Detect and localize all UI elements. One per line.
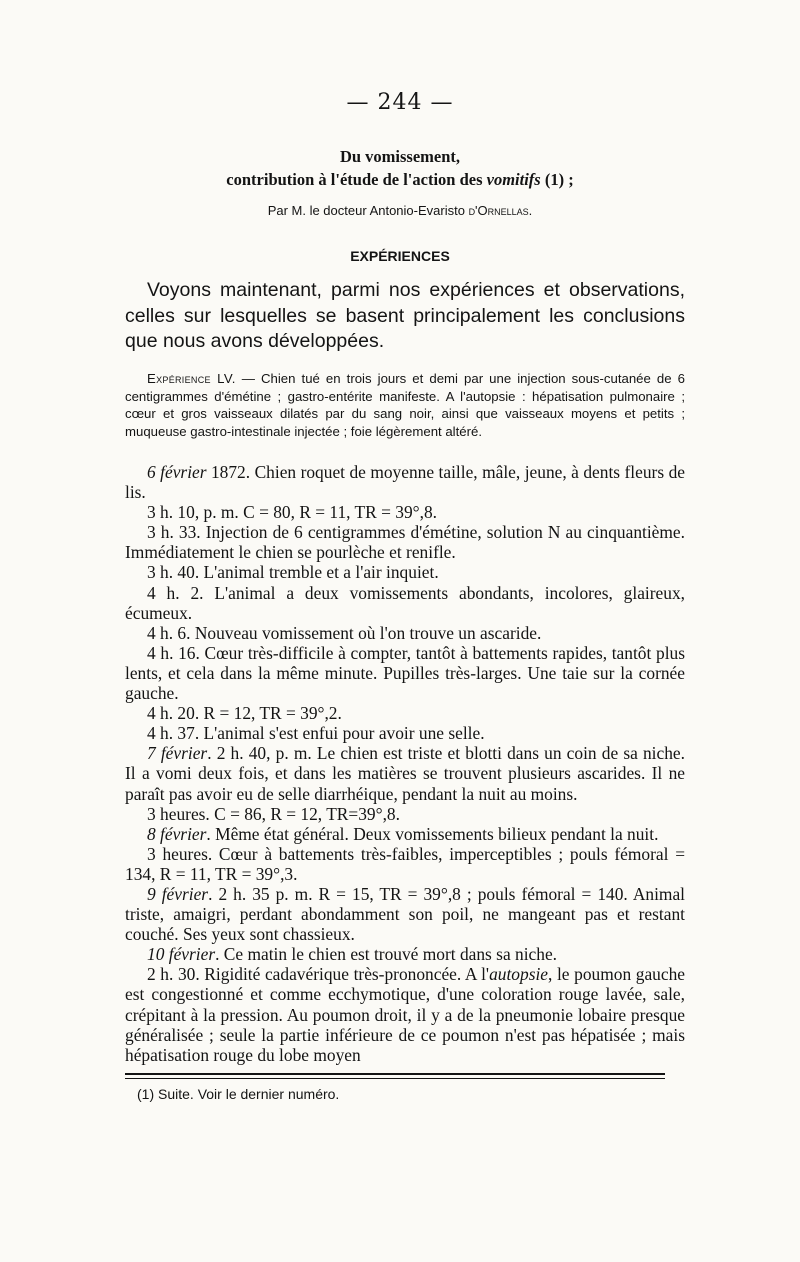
summary-paragraph: [125, 370, 685, 440]
entry-date: 7 février: [147, 743, 208, 764]
footnote-rule: [125, 1073, 665, 1079]
entry-text: 3 h. 40. L'animal tremble et a l'air inquiet.: [147, 562, 439, 583]
entry-text: 3 heures. C = 86, R = 12, TR=39°,8.: [147, 803, 400, 824]
autopsy-text-after: , le poumon gauche est congestionné et comme ecchymotique, d'une coloration rouge lavée, sale, crépitant à la pression. Au poumon droit, il y a de la pneumonie lobaire presque généralisée ; seule la partie inférieure de ce poumon n'est pas hépatisée ; mais hépatisation rouge du lobe moyen: [125, 964, 685, 1065]
entry-date: 9 février: [147, 883, 209, 904]
observation-entry: [125, 944, 685, 964]
entry-text: . 2 h. 35 p. m. R = 15, TR = 39°,8 ; pouls fémoral = 140. Animal triste, amaigri, perdant abondamment son poil, ne mangeant pas et restant couché. Ses yeux sont chassieux.: [125, 883, 686, 945]
autopsy-entry: [125, 964, 685, 1064]
observation-entry: [125, 623, 685, 643]
observation-entry: [125, 583, 685, 623]
entry-text: 4 h. 37. L'animal s'est enfui pour avoir une selle.: [147, 723, 485, 744]
experiment-label: Expérience LV.: [147, 371, 236, 386]
observation-entry: [125, 824, 685, 844]
section-heading: EXPÉRIENCES: [350, 248, 450, 264]
intro-paragraph: [125, 278, 685, 355]
subtitle-prefix: contribution à l'étude de l'action des: [226, 170, 487, 189]
entry-text: . Ce matin le chien est trouvé mort dans sa niche.: [215, 944, 558, 965]
entry-text: . 2 h. 40, p. m. Le chien est triste et blotti dans un coin de sa niche. Il a vomi deux fois, et dans les matières se trouvent plusieurs ascarides. Il ne paraît pas avoir eu de selle diarrhéique, pendant la nuit au moins.: [125, 743, 685, 804]
author-name: d'Ornellas.: [468, 203, 533, 218]
summary-text: — Chien tué en trois jours et demi par une injection sous-cutanée de 6 centigrammes d'émétine ; gastro-entérite manifeste. A l'autopsie : hépatisation pulmonaire ; cœur et gros vaisseaux dilatés par du sang noir, ainsi que vaisseaux moyens et petits ; muqueuse gastro-intestinale injectée ; foie légèrement altéré.: [125, 371, 685, 439]
observation-entry: [125, 844, 685, 884]
observation-entry: [125, 562, 685, 582]
byline-prefix: Par M. le docteur Antonio-Evaristo: [267, 203, 469, 218]
entry-date: 6 février: [147, 462, 207, 482]
entry-text: 4 h. 16. Cœur très-difficile à compter, tantôt à battements rapides, tantôt plus lents, et cela dans la même minute. Pupilles très-larges. Une taie sur la cornée gauche.: [125, 642, 685, 704]
observation-entry: [125, 804, 685, 824]
observation-entry: [125, 743, 685, 803]
entry-text: 4 h. 20. R = 12, TR = 39°,2.: [147, 703, 342, 724]
observation-entry: [125, 522, 685, 562]
entry-text: . Même état général. Deux vomissements bilieux pendant la nuit.: [206, 823, 659, 844]
page-number: — 244 —: [346, 90, 454, 115]
article-title: Du vomissement,: [339, 147, 461, 166]
observation-entry: [125, 723, 685, 743]
footnote-ref: (1) ;: [540, 170, 574, 189]
observation-log: [125, 462, 685, 1065]
observation-entry: [125, 462, 685, 502]
observation-entry: [125, 884, 685, 944]
entry-date: 10 février: [147, 944, 216, 965]
autopsy-italic: autopsie: [489, 964, 549, 985]
entry-text: 3 heures. Cœur à battements très-faibles, imperceptibles ; pouls fémoral = 134, R = 11, TR = 39°,3.: [125, 843, 685, 884]
entry-text: 4 h. 6. Nouveau vomissement où l'on trouve un ascaride.: [147, 622, 542, 643]
article-subtitle: [0, 170, 800, 190]
entry-text: 3 h. 10, p. m. C = 80, R = 11, TR = 39°,8.: [147, 502, 438, 523]
observation-entry: [125, 502, 685, 522]
entry-text: 4 h. 2. L'animal a deux vomissements abondants, incolores, glaireux, écumeux.: [125, 582, 685, 623]
observation-entry: [125, 643, 685, 703]
byline: [0, 203, 800, 218]
intro-text: Voyons maintenant, parmi nos expériences et observations, celles sur lesquelles se basent principalement les conclusions que nous avons développées.: [125, 279, 685, 352]
entry-text: 1872. Chien roquet de moyenne taille, mâle, jeune, à dents fleurs de lis.: [125, 462, 685, 503]
observation-entry: [125, 703, 685, 723]
experiment-summary: [125, 370, 685, 440]
entry-date: 8 février: [147, 823, 207, 844]
subtitle-italic: vomitifs: [486, 170, 541, 189]
autopsy-text-before: 2 h. 30. Rigidité cadavérique très-prononcée. A l': [147, 964, 490, 985]
footnote: (1) Suite. Voir le dernier numéro.: [137, 1086, 340, 1102]
entry-text: 3 h. 33. Injection de 6 centigrammes d'émétine, solution N au cinquantième. Immédiatement le chien se pourlèche et renifle.: [125, 522, 685, 563]
